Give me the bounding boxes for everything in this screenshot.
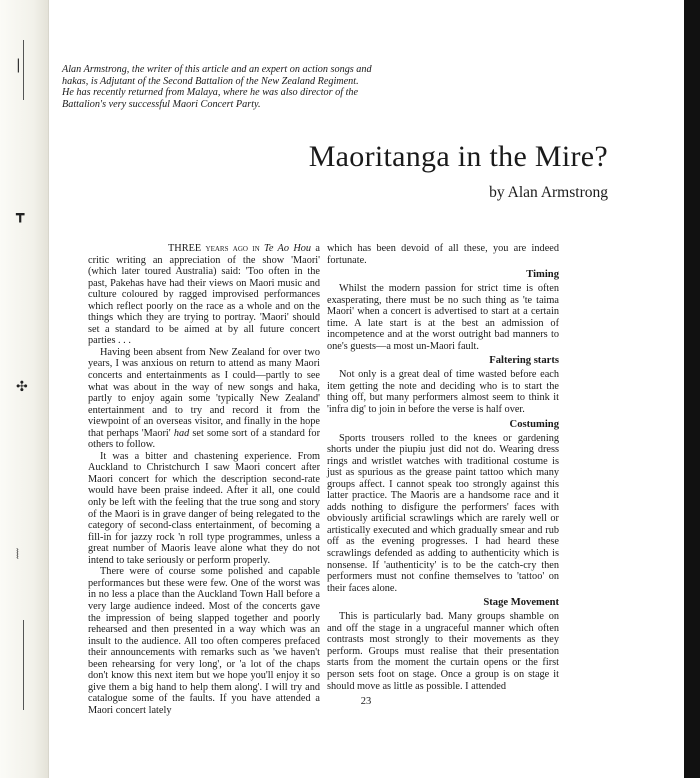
binding-hole-mark-icon: | (16, 57, 21, 73)
journal-name: Te Ao Hou (264, 243, 312, 254)
page-number: 23 (360, 696, 372, 707)
paragraph: Sports trousers rolled to the knees or gardening shorts under the piupiu just did not do. Wearing dress rings and wristlet watches with traditional costume is just as spurious as the grease paint tattoo which many groups affect. I cannot speak too strongly against this latter practice. The Maoris are a handsome race and it adds nothing to disfigure the performers' faces with obviously artificial scrawlings which are rarely well or artistically executed and which gradually smear and rub off as the evening progresses. I had heard these scrawlings defended as adding to authenticity which is nonsense. If 'authenticity' is to be the catch-cry then performers must not confine themselves to 'tattoo' on their faces alone. (327, 432, 559, 594)
emphasis: had (173, 427, 190, 439)
paragraph: which has been devoid of all these, you are indeed fortunate. (327, 243, 559, 266)
paragraph (88, 243, 320, 347)
binding-stitch-line (23, 40, 24, 100)
binding-cross-mark-icon: ✣ (16, 379, 28, 395)
paragraph: This is particularly bad. Many groups shamble on and off the stage in a ungraceful manner which often contrasts most strongly to their movements as they perform. Groups must realise that their presentation starts from the moment the curtain opens or the first person sets foot on stage. Once a group is on stage it should move as little as possible. I attended (327, 611, 559, 692)
paragraph: Whilst the modern passion for strict time is often exasperating, there must be no such thing as 'te taima Maori' when a concert is advertised to start at a certain time. A late start is at the best an admission of incompetence and at the worst outright bad manners to one's guests—a most un-Maori fault. (327, 283, 559, 352)
paragraph-text: Having been absent from New Zealand for over two years, I was anxious on return to attend as many Maori concerts and entertainments as I could—partly to see what was about in the way of new songs and haka, partly to enjoy again some 'typically New Zealand' entertainment and to try and record it from the viewpoint of an overseas visitor, and finally in the hope that perhaps 'Maori' (88, 346, 320, 439)
section-heading-costuming: Costuming (509, 418, 559, 430)
lead-in: THREE years ago in (168, 243, 265, 254)
text-column-left (88, 243, 320, 716)
magazine-page (48, 0, 684, 778)
page-binding-margin (0, 0, 49, 778)
dark-page-edge (684, 0, 700, 778)
paragraph-text: set some sort of a standard for others to follow. (88, 427, 320, 451)
binding-hole-mark-icon: ⦚ (16, 547, 19, 563)
text-column-right (327, 243, 559, 691)
section-heading-faltering-starts: Faltering starts (489, 355, 559, 367)
article-byline: by Alan Armstrong (489, 184, 608, 201)
section-heading-timing: Timing (526, 269, 559, 281)
binding-t-mark-icon: ┳ (16, 207, 25, 223)
paragraph: It was a bitter and chastening experience. From Auckland to Christchurch I saw Maori concert after Maori concert for which the description second-rate would have been praise indeed. After it all, one could only be left with the feeling that the true song and story of the Maori is in grave danger of being relegated to the category of second-class entertainment, of becoming a fill-in for jazzy rock 'n roll type programmes, unless a great number of Maoris leave alone what they do not intend to take seriously or perform properly. (88, 450, 320, 566)
paragraph: Not only is a great deal of time wasted before each item getting the note and deciding who is to start the thing off, but many performers almost seem to think it 'infra dig' to join in before the verse is half over. (327, 369, 559, 416)
binding-stitch-line (23, 620, 24, 710)
paragraph-text: a critic writing an appreciation of the show 'Maori' (which later toured Australia) said: 'Too often in the past, Pakehas have had their views on Maori music and culture coloured by ragged improvised performances which reflect poorly on the race as a whole and on the things which they are trying to portray. 'Maori' should set a standard to be aimed at by all future concert parties . . . (88, 243, 320, 347)
intro-note: Alan Armstrong, the writer of this article and an expert on action songs and hakas, is Adjutant of the Second Battalion of the New Zealand Regiment. He has recently returned from Malaya, where he was also director of the Battalion's very successful Maori Concert Party. (62, 64, 372, 110)
paragraph: There were of course some polished and capable performances but these were few. One of the worst was in no less a place than the Auckland Town Hall before a very large audience indeed. Most of the concerts gave the impression of being slapped together and poorly rehearsed and then presented in a way which was an insult to the audience. All too often comperes prefaced their announcements with remarks such as 'we haven't been rehearsing for very long', or 'a lot of the chaps don't know this next item but we hope you'll enjoy it so give them a big hand to help them along'. I will try and catalogue some of the faults. If you have attended a Maori concert lately (88, 566, 320, 716)
article-title: Maoritanga in the Mire? (308, 140, 608, 173)
paragraph (88, 347, 320, 451)
section-heading-stage-movement: Stage Movement (483, 597, 559, 609)
